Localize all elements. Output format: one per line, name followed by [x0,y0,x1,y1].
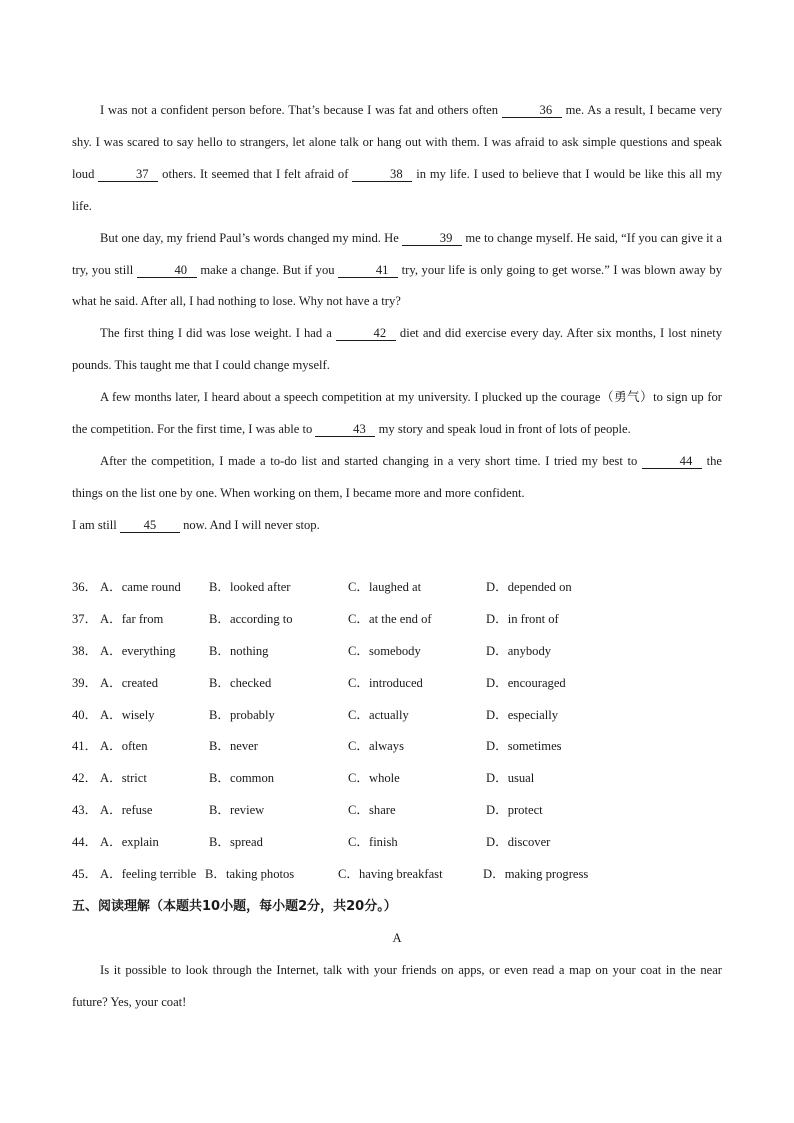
option-a: A．far from [100,611,164,626]
option-d: D．encouraged [486,675,566,690]
paragraph-4: A few months later, I heard about a speech competition at my university. I plucked up the courage（勇气）to sign up for the competition. For the first time, I was able to 43 my story and speak loud in front of lots of people. [72,390,722,437]
cloze-passage [72,95,722,542]
option-a: A．strict [100,771,147,786]
option-c: C．at the end of [348,611,432,626]
option-d: D．discover [486,835,551,850]
option-b: B．nothing [209,643,269,658]
option-d: D．depended on [486,580,572,594]
option-d: D．especially [486,707,559,722]
option-c: C．somebody [348,643,421,658]
question-list [72,572,752,891]
paragraph-2: But one day, my friend Paul’s words changed my mind. He 39 me to change myself. He said, “If you can give it a try, you still 40 make a change. But if you 41 try, your life is only going to get worse.” I was blown away by what he said. After all, I had nothing to lose. Why not have a try? [72,230,722,309]
question-36: 36． A．came round B．looked after C．laughed at D．depended on [72,572,752,604]
question-40: 40． A．wisely B．probably C．actually D．especially [72,700,752,732]
section-heading: 五、阅读理解（本题共10小题，每小题2分，共20分。） [72,899,397,914]
option-c: C．always [348,739,404,754]
paragraph-3: The first thing I did was lose weight. I had a 42 diet and did exercise every day. After six months, I lost ninety pounds. This taught me that I could change myself. [72,326,722,373]
option-d: D．anybody [486,643,552,658]
option-a: A．explain [100,835,159,850]
option-d: D．in front of [486,611,559,626]
option-b: B．according to [209,611,293,626]
option-b: B．spread [209,835,263,850]
option-b: B．looked after [209,580,291,594]
blank-44: 44 [642,454,702,469]
option-d: D．protect [486,803,543,818]
paragraph-6: I am still 45 now. And I will never stop. [72,517,320,532]
reading-passage [72,955,722,1019]
blank-36: 36 [502,103,562,118]
blank-38: 38 [352,167,412,182]
option-b: B．taking photos [205,867,295,882]
question-41: 41． A．often B．never C．always D．sometimes [72,731,752,763]
question-37: 37． A．far from B．according to C．at the end of D．in front of [72,604,752,636]
blank-43: 43 [315,422,375,437]
question-42: 42． A．strict B．common C．whole D．usual [72,763,752,795]
question-43: 43． A．refuse B．review C．share D．protect [72,795,752,827]
reading-paragraph-1: Is it possible to look through the Internet, talk with your friends on apps, or even read a map on your coat in the near future? Yes, your coat! [72,963,722,1009]
option-c: C．whole [348,771,400,786]
option-d: D．making progress [483,867,589,882]
option-c: C．actually [348,707,409,722]
question-44: 44． A．explain B．spread C．finish D．discover [72,827,752,859]
option-b: B．probably [209,707,275,722]
option-b: B．common [209,771,275,786]
question-45: 45． A．feeling terrible B．taking photos C．having breakfast D．making progress [72,859,752,891]
option-b: B．checked [209,675,272,690]
blank-37: 37 [98,167,158,182]
option-a: A．refuse [100,803,153,818]
blank-45: 45 [120,518,180,533]
passage-label: A [392,931,402,945]
option-d: D．usual [486,771,535,786]
blank-41: 41 [338,263,398,278]
option-b: B．never [209,739,258,754]
paragraph-5: After the competition, I made a to-do list and started changing in a very short time. I tried my best to 44 the things on the list one by one. When working on them, I became more and more confident. [72,453,722,500]
option-a: A．created [100,675,159,690]
option-a: A．wisely [100,707,155,722]
option-a: A．feeling terrible [100,867,197,882]
option-c: C．finish [348,835,398,850]
blank-40: 40 [137,263,197,278]
question-38: 38． A．everything B．nothing C．somebody D．anybody [72,636,752,668]
option-b: B．review [209,803,265,818]
option-d: D．sometimes [486,739,562,754]
option-c: C．share [348,803,396,818]
option-a: A．came round [100,580,181,594]
option-c: C．having breakfast [338,867,443,882]
paragraph-1: I was not a confident person before. That’s because I was fat and others often 36 me. As a result, I became very shy. I was scared to say hello to strangers, let alone talk or hang out with them. I was afraid to ask simple questions and speak loud 37 others. It seemed that I felt afraid of 38 in my life. I used to believe that I would be like this all my life. [72,103,722,213]
question-39: 39． A．created B．checked C．introduced D．encouraged [72,668,752,700]
blank-42: 42 [336,326,396,341]
option-a: A．often [100,739,148,754]
option-a: A．everything [100,643,176,658]
blank-39: 39 [402,231,462,246]
option-c: C．laughed at [348,580,422,594]
option-c: C．introduced [348,675,423,690]
